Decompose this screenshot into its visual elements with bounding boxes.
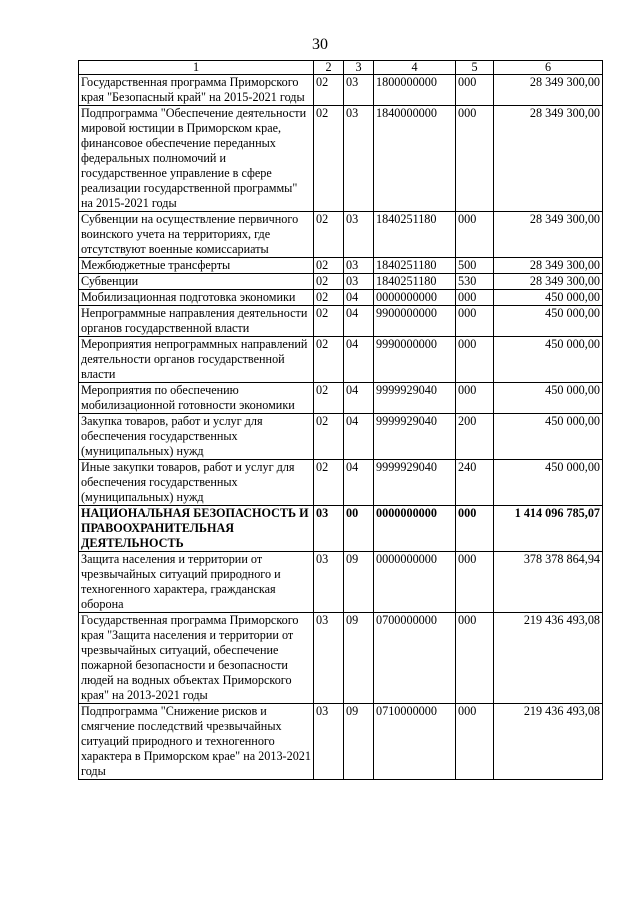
chapter-cell: 03 [314,506,344,552]
row-name-cell: Защита населения и территории от чрезвычайных ситуаций природного и техногенного характера, гражданская оборона [79,552,314,613]
column-header: 6 [494,61,603,75]
expense-type-cell: 240 [456,460,494,506]
amount-cell: 28 349 300,00 [494,274,603,290]
section-cell: 03 [344,212,374,258]
table-row [79,337,603,383]
target-article-cell: 0000000000 [374,506,456,552]
column-header: 3 [344,61,374,75]
expense-type-cell: 200 [456,414,494,460]
page-number: 30 [312,36,328,53]
chapter-cell: 03 [314,552,344,613]
chapter-cell: 02 [314,258,344,274]
row-name-cell: Государственная программа Приморского края "Безопасный край" на 2015-2021 годы [79,75,314,106]
expense-type-cell: 000 [456,506,494,552]
section-cell: 04 [344,337,374,383]
amount-cell: 450 000,00 [494,306,603,337]
amount-cell: 450 000,00 [494,414,603,460]
target-article-cell: 0000000000 [374,552,456,613]
amount-cell: 450 000,00 [494,337,603,383]
table-row [79,383,603,414]
target-article-cell: 0700000000 [374,613,456,704]
target-article-cell: 1840251180 [374,258,456,274]
amount-cell: 28 349 300,00 [494,212,603,258]
table-row [79,290,603,306]
table-row [79,613,603,704]
expense-type-cell: 000 [456,613,494,704]
target-article-cell: 9990000000 [374,337,456,383]
amount-cell: 450 000,00 [494,460,603,506]
target-article-cell: 9900000000 [374,306,456,337]
target-article-cell: 0710000000 [374,704,456,780]
expense-type-cell: 000 [456,306,494,337]
target-article-cell: 9999929040 [374,414,456,460]
section-cell: 09 [344,613,374,704]
chapter-cell: 02 [314,414,344,460]
section-cell: 03 [344,274,374,290]
section-cell: 03 [344,258,374,274]
row-name-cell: Подпрограмма "Снижение рисков и смягчение последствий чрезвычайных ситуаций природного и техногенного характера в Приморском крае" на 2013-2021 годы [79,704,314,780]
section-cell: 00 [344,506,374,552]
amount-cell: 378 378 864,94 [494,552,603,613]
expense-type-cell: 000 [456,704,494,780]
target-article-cell: 1800000000 [374,75,456,106]
row-name-cell: Государственная программа Приморского края "Защита населения и территории от чрезвычайных ситуаций, обеспечение пожарной безопасности и безопасности людей на водных объектах Приморского края" на 2013-2021 годы [79,613,314,704]
table-row [79,106,603,212]
expense-type-cell: 000 [456,106,494,212]
column-header: 2 [314,61,344,75]
expense-type-cell: 000 [456,212,494,258]
table-header-row [79,61,603,75]
table-row [79,258,603,274]
chapter-cell: 02 [314,383,344,414]
target-article-cell: 9999929040 [374,383,456,414]
section-cell: 09 [344,552,374,613]
section-cell: 04 [344,460,374,506]
section-cell: 04 [344,306,374,337]
chapter-cell: 02 [314,274,344,290]
chapter-cell: 02 [314,106,344,212]
amount-cell: 1 414 096 785,07 [494,506,603,552]
section-cell: 09 [344,704,374,780]
table-row [79,506,603,552]
amount-cell: 28 349 300,00 [494,75,603,106]
chapter-cell: 02 [314,337,344,383]
row-name-cell: НАЦИОНАЛЬНАЯ БЕЗОПАСНОСТЬ И ПРАВООХРАНИТЕЛЬНАЯ ДЕЯТЕЛЬНОСТЬ [79,506,314,552]
row-name-cell: Иные закупки товаров, работ и услуг для обеспечения государственных (муниципальных) нужд [79,460,314,506]
amount-cell: 219 436 493,08 [494,704,603,780]
chapter-cell: 02 [314,460,344,506]
budget-table [78,60,603,780]
chapter-cell: 02 [314,212,344,258]
chapter-cell: 03 [314,704,344,780]
amount-cell: 28 349 300,00 [494,106,603,212]
table-row [79,75,603,106]
table-row [79,552,603,613]
section-cell: 04 [344,383,374,414]
table-row [79,704,603,780]
row-name-cell: Субвенции [79,274,314,290]
amount-cell: 450 000,00 [494,290,603,306]
expense-type-cell: 000 [456,337,494,383]
amount-cell: 219 436 493,08 [494,613,603,704]
row-name-cell: Субвенции на осуществление первичного воинского учета на территориях, где отсутствуют военные комиссариаты [79,212,314,258]
chapter-cell: 02 [314,75,344,106]
expense-type-cell: 000 [456,383,494,414]
expense-type-cell: 000 [456,290,494,306]
table-row [79,274,603,290]
amount-cell: 450 000,00 [494,383,603,414]
section-cell: 04 [344,290,374,306]
row-name-cell: Непрограммные направления деятельности органов государственной власти [79,306,314,337]
chapter-cell: 02 [314,306,344,337]
target-article-cell: 1840251180 [374,274,456,290]
target-article-cell: 1840000000 [374,106,456,212]
table-row [79,306,603,337]
section-cell: 03 [344,75,374,106]
table-row [79,414,603,460]
expense-type-cell: 000 [456,552,494,613]
section-cell: 04 [344,414,374,460]
amount-cell: 28 349 300,00 [494,258,603,274]
expense-type-cell: 530 [456,274,494,290]
column-header: 5 [456,61,494,75]
table-row [79,460,603,506]
chapter-cell: 02 [314,290,344,306]
row-name-cell: Закупка товаров, работ и услуг для обеспечения государственных (муниципальных) нужд [79,414,314,460]
column-header: 1 [79,61,314,75]
row-name-cell: Мероприятия по обеспечению мобилизационной готовности экономики [79,383,314,414]
row-name-cell: Мероприятия непрограммных направлений деятельности органов государственной власти [79,337,314,383]
chapter-cell: 03 [314,613,344,704]
section-cell: 03 [344,106,374,212]
row-name-cell: Межбюджетные трансферты [79,258,314,274]
target-article-cell: 0000000000 [374,290,456,306]
expense-type-cell: 000 [456,75,494,106]
target-article-cell: 9999929040 [374,460,456,506]
row-name-cell: Подпрограмма "Обеспечение деятельности мировой юстиции в Приморском крае, финансовое обеспечение переданных федеральных полномочий и государственное управление в сфере реализации государственной программы" на 2015-2021 годы [79,106,314,212]
table-row [79,212,603,258]
target-article-cell: 1840251180 [374,212,456,258]
row-name-cell: Мобилизационная подготовка экономики [79,290,314,306]
column-header: 4 [374,61,456,75]
expense-type-cell: 500 [456,258,494,274]
